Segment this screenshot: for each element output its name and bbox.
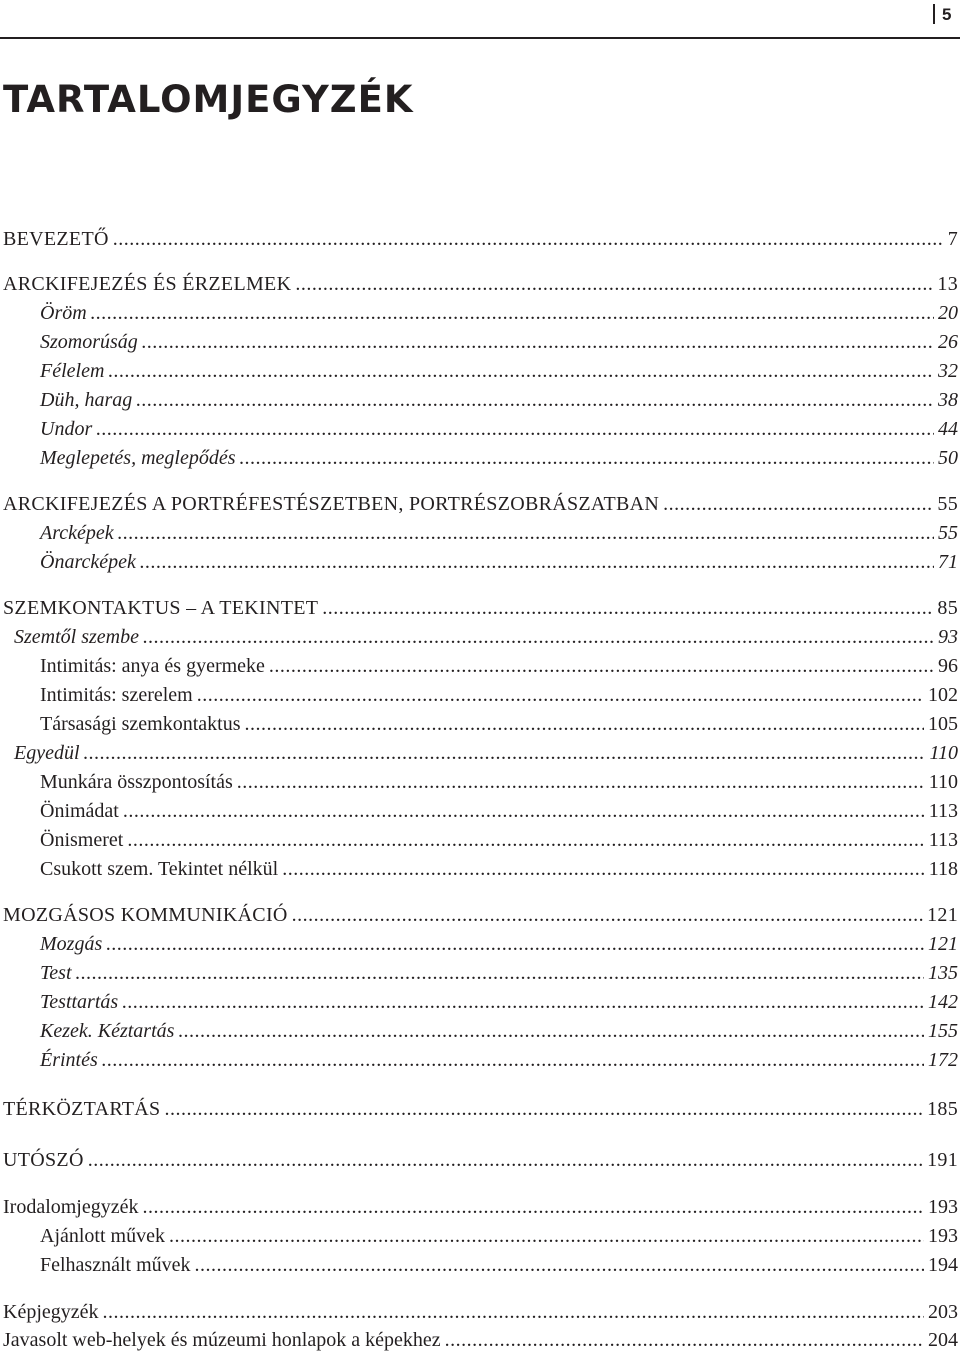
- dot-leader: [136, 386, 934, 414]
- dot-leader: [91, 299, 934, 327]
- dot-leader: [245, 710, 925, 738]
- toc-entry-label: Munkára összpontosítás: [40, 771, 233, 793]
- dot-leader: [142, 328, 934, 356]
- toc-entry[interactable]: [40, 988, 958, 1016]
- page-number: 5: [942, 5, 952, 24]
- toc-entry-page: 71: [938, 551, 958, 573]
- dot-leader: [197, 681, 924, 709]
- toc-entry-page: 142: [928, 991, 958, 1013]
- toc-entry[interactable]: [40, 1251, 958, 1279]
- dot-leader: [108, 357, 934, 385]
- toc-entry[interactable]: [14, 739, 958, 767]
- header-rule: [0, 37, 960, 39]
- toc-entry-page: 50: [938, 447, 958, 469]
- dot-leader: [169, 1222, 924, 1250]
- toc-entry-label: Öröm: [40, 302, 87, 324]
- toc-entry-label: Társasági szemkontaktus: [40, 713, 241, 735]
- dot-leader: [178, 1017, 924, 1045]
- toc-entry[interactable]: [40, 357, 958, 385]
- toc-entry-page: 20: [938, 302, 958, 324]
- toc-entry-label: Testtartás: [40, 991, 119, 1013]
- toc-entry-page: 96: [938, 655, 958, 677]
- dot-leader: [663, 490, 933, 518]
- toc-entry-label: Felhasznált művek: [40, 1254, 191, 1276]
- toc-entry-label: MOZGÁSOS KOMMUNIKÁCIÓ: [3, 904, 288, 926]
- toc-entry-page: 185: [927, 1098, 958, 1120]
- dot-leader: [164, 1095, 923, 1123]
- toc-entry-page: 44: [938, 418, 958, 440]
- toc-entry-page: 203: [928, 1301, 958, 1323]
- toc-entry[interactable]: [3, 1326, 958, 1354]
- toc-entry[interactable]: [40, 1017, 958, 1045]
- toc-entry-label: Düh, harag: [40, 389, 133, 411]
- toc-entry-label: Önimádat: [40, 800, 119, 822]
- toc-entry[interactable]: [3, 594, 958, 622]
- toc-entry[interactable]: [40, 768, 958, 796]
- toc-entry-page: 110: [929, 742, 958, 764]
- toc-entry-page: 93: [938, 626, 958, 648]
- toc-entry[interactable]: [3, 1193, 958, 1221]
- toc-entry[interactable]: [14, 623, 958, 651]
- toc-entry-label: Test: [40, 962, 72, 984]
- toc-entry-label: Képjegyzék: [3, 1301, 99, 1323]
- toc-entry[interactable]: [3, 1298, 958, 1326]
- dot-leader: [269, 652, 934, 680]
- toc-entry-label: Irodalomjegyzék: [3, 1196, 139, 1218]
- dot-leader: [239, 444, 934, 472]
- toc-entry[interactable]: [40, 519, 958, 547]
- dot-leader: [103, 1298, 924, 1326]
- toc-entry[interactable]: [40, 444, 958, 472]
- toc-entry[interactable]: [3, 225, 958, 253]
- dot-leader: [195, 1251, 924, 1279]
- toc-entry-label: Ajánlott művek: [40, 1225, 165, 1247]
- toc-entry-label: Arcképek: [40, 522, 114, 544]
- toc-entry-page: 55: [937, 493, 958, 515]
- toc-entry-page: 113: [928, 829, 958, 851]
- dot-leader: [76, 959, 924, 987]
- toc-entry[interactable]: [40, 1222, 958, 1250]
- toc-entry-page: 135: [928, 962, 958, 984]
- toc-entry[interactable]: [40, 930, 958, 958]
- toc-entry[interactable]: [40, 548, 958, 576]
- toc-entry-label: Önarcképek: [40, 551, 136, 573]
- toc-entry-label: Félelem: [40, 360, 105, 382]
- toc-entry-label: Szemtől szembe: [14, 626, 139, 648]
- toc-entry-page: 85: [937, 597, 958, 619]
- toc-entry[interactable]: [40, 299, 958, 327]
- toc-entry-label: ARCKIFEJEZÉS A PORTRÉFESTÉSZETBEN, PORTRÉSZOBRÁSZATBAN: [3, 493, 660, 515]
- toc-entry[interactable]: [40, 710, 958, 738]
- page-title: TARTALOMJEGYZÉK: [3, 78, 414, 121]
- toc-entry-page: 172: [928, 1049, 958, 1071]
- toc-entry-page: 102: [928, 684, 958, 706]
- toc-entry-page: 191: [927, 1149, 958, 1171]
- dot-leader: [143, 1193, 925, 1221]
- dot-leader: [88, 1146, 923, 1174]
- dot-leader: [445, 1326, 924, 1354]
- toc-entry[interactable]: [3, 901, 958, 929]
- dot-leader: [140, 548, 934, 576]
- toc-entry[interactable]: [3, 490, 958, 518]
- toc-entry-label: Csukott szem. Tekintet nélkül: [40, 858, 279, 880]
- dot-leader: [123, 797, 925, 825]
- toc-entry-label: Javasolt web-helyek és múzeumi honlapok a képekhez: [3, 1329, 441, 1351]
- dot-leader: [237, 768, 925, 796]
- dot-leader: [102, 1046, 924, 1074]
- toc-entry[interactable]: [40, 797, 958, 825]
- toc-entry-label: Szomorúság: [40, 331, 138, 353]
- dot-leader: [118, 519, 934, 547]
- dot-leader: [127, 826, 924, 854]
- toc-entry[interactable]: [40, 328, 958, 356]
- toc-entry-page: 193: [928, 1225, 958, 1247]
- toc-entry[interactable]: [40, 855, 958, 883]
- dot-leader: [295, 270, 933, 298]
- toc-entry-page: 55: [938, 522, 958, 544]
- toc-entry-label: Mozgás: [40, 933, 103, 955]
- toc-entry-label: Undor: [40, 418, 93, 440]
- toc-entry-label: UTÓSZÓ: [3, 1149, 84, 1171]
- toc-entry-page: 113: [928, 800, 958, 822]
- toc-entry[interactable]: [40, 826, 958, 854]
- toc-entry-page: 7: [947, 228, 958, 250]
- toc-entry-label: SZEMKONTAKTUS – A TEKINTET: [3, 597, 319, 619]
- toc-entry-page: 26: [938, 331, 958, 353]
- dot-leader: [282, 855, 925, 883]
- toc-entry-label: Egyedül: [14, 742, 80, 764]
- dot-leader: [122, 988, 924, 1016]
- toc-entry[interactable]: [40, 1046, 958, 1074]
- dot-leader: [292, 901, 923, 929]
- toc-entry-label: Intimitás: anya és gyermeke: [40, 655, 265, 677]
- dot-leader: [113, 225, 944, 253]
- toc-entry[interactable]: [3, 1146, 958, 1174]
- toc-entry-page: 155: [928, 1020, 958, 1042]
- toc-entry[interactable]: [40, 681, 958, 709]
- toc-entry-page: 194: [928, 1254, 958, 1276]
- toc-entry-page: 118: [928, 858, 958, 880]
- dot-leader: [143, 623, 934, 651]
- dot-leader: [322, 594, 933, 622]
- toc-entry-page: 38: [938, 389, 958, 411]
- toc-entry-label: Intimitás: szerelem: [40, 684, 193, 706]
- toc-entry-page: 204: [928, 1329, 958, 1351]
- toc-entry-label: ARCKIFEJEZÉS ÉS ÉRZELMEK: [3, 273, 292, 295]
- dot-leader: [96, 415, 934, 443]
- toc-entry-label: Érintés: [40, 1049, 98, 1071]
- toc-entry-page: 121: [927, 904, 958, 926]
- toc-entry-label: BEVEZETŐ: [3, 228, 109, 250]
- toc-entry-label: Önismeret: [40, 829, 124, 851]
- toc-entry-page: 13: [937, 273, 958, 295]
- toc-entry[interactable]: [40, 386, 958, 414]
- toc-entry-page: 32: [938, 360, 958, 382]
- toc-entry[interactable]: [3, 270, 958, 298]
- toc-entry[interactable]: [40, 959, 958, 987]
- toc-entry-label: Meglepetés, meglepődés: [40, 447, 236, 469]
- toc-entry-page: 193: [928, 1196, 958, 1218]
- toc-entry[interactable]: [40, 652, 958, 680]
- toc-entry-label: TÉRKÖZTARTÁS: [3, 1098, 161, 1120]
- toc-entry[interactable]: [3, 1095, 958, 1123]
- toc-entry-label: Kezek. Kéztartás: [40, 1020, 175, 1042]
- header-tick: [933, 4, 935, 24]
- toc-entry-page: 105: [928, 713, 958, 735]
- toc-entry-page: 121: [928, 933, 958, 955]
- toc-entry[interactable]: [40, 415, 958, 443]
- toc-entry-page: 110: [928, 771, 958, 793]
- dot-leader: [84, 739, 926, 767]
- dot-leader: [106, 930, 924, 958]
